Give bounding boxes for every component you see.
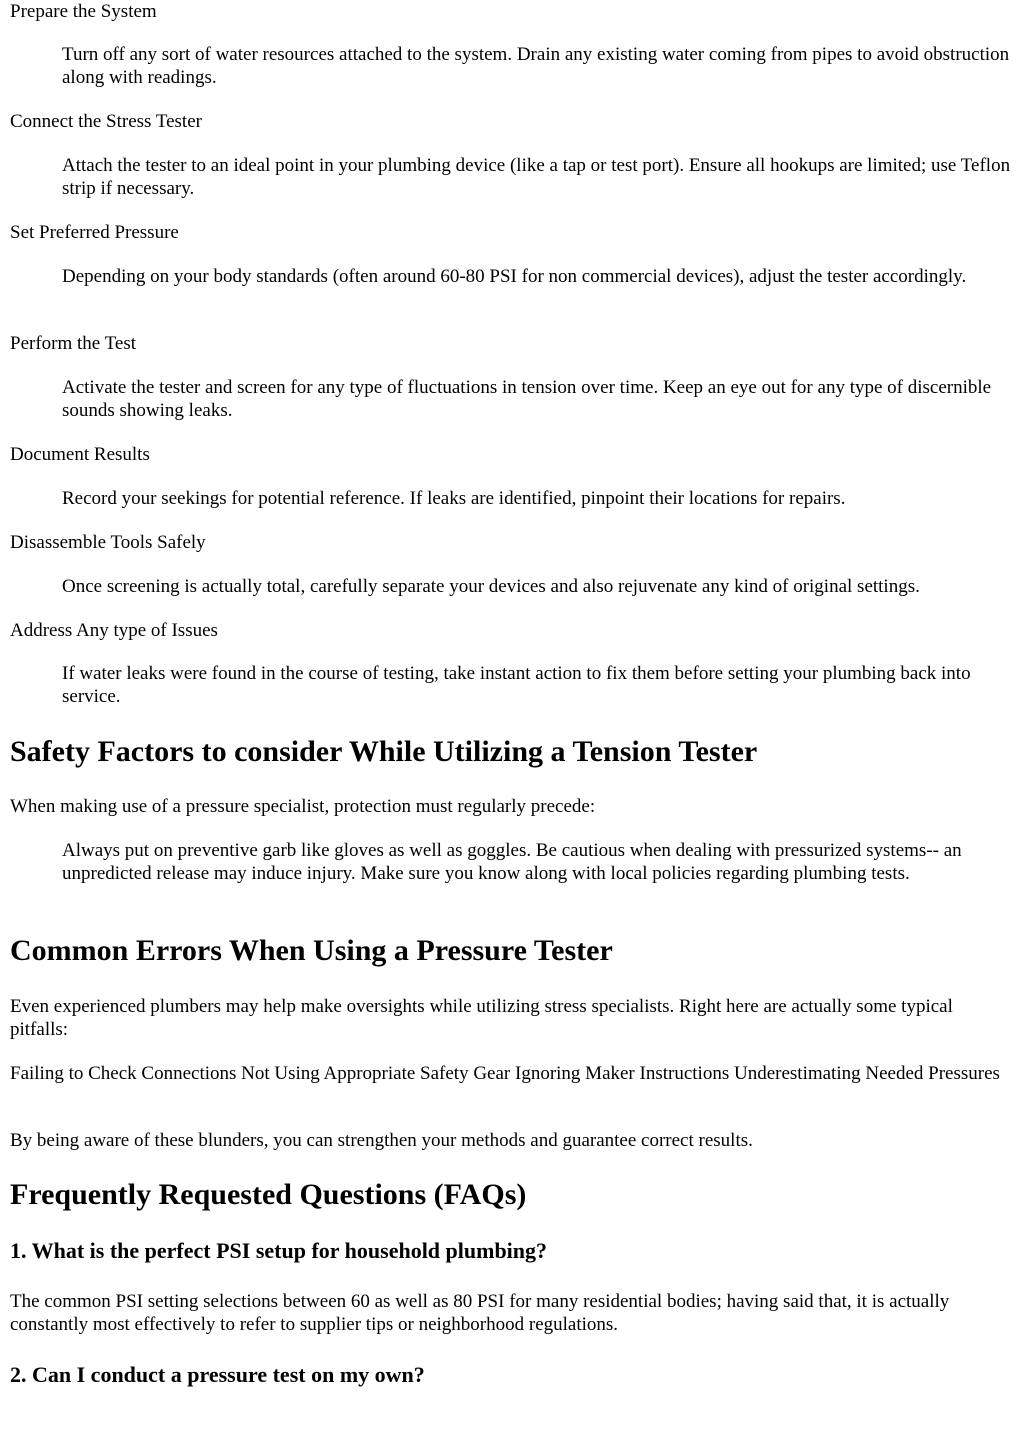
faq-question: 2. Can I conduct a pressure test on my own?: [10, 1362, 425, 1387]
step-term: Document Results: [10, 444, 150, 465]
step-description: Depending on your body standards (often around 60-80 PSI for non commercial devices), adjust the tester accordingly.: [62, 266, 967, 287]
step-term: Connect the Stress Tester: [10, 111, 202, 132]
section-heading-safety: Safety Factors to consider While Utilizing a Tension Tester: [10, 735, 758, 768]
step-description: Activate the tester and screen for any type of fluctuations in tension over time. Keep an eye out for any type of discernible sounds showing leaks.: [62, 377, 992, 421]
step-term: Address Any type of Issues: [10, 620, 218, 641]
errors-outro: By being aware of these blunders, you can strengthen your methods and guarantee correct results.: [10, 1130, 753, 1151]
safety-description: Always put on preventive garb like gloves as well as goggles. Be cautious when dealing with pressurized systems-- an unpredicted release may induce injury. Make sure you know along with local policies regarding plumbing tests.: [62, 840, 962, 884]
section-heading-faq: Frequently Requested Questions (FAQs): [10, 1178, 527, 1211]
step-description: Turn off any sort of water resources attached to the system. Drain any existing water coming from pipes to avoid obstruction along with readings.: [62, 44, 1010, 88]
step-description: Once screening is actually total, carefully separate your devices and also rejuvenate any kind of original settings.: [62, 576, 920, 597]
step-term: Prepare the System: [10, 1, 157, 22]
step-description: Record your seekings for potential reference. If leaks are identified, pinpoint their locations for repairs.: [62, 488, 846, 509]
step-description: Attach the tester to an ideal point in your plumbing device (like a tap or test port). Ensure all hookups are limited; use Teflon strip if necessary.: [62, 155, 1011, 199]
safety-intro: When making use of a pressure specialist, protection must regularly precede:: [10, 796, 596, 817]
step-description: If water leaks were found in the course of testing, take instant action to fix them before setting your plumbing back into service.: [62, 663, 971, 707]
faq-answer: The common PSI setting selections between 60 as well as 80 PSI for many residential bodies; having said that, it is actually constantly most effectively to refer to supplier tips or neighborhood regulations.: [10, 1291, 950, 1335]
step-term: Perform the Test: [10, 333, 137, 354]
step-term: Set Preferred Pressure: [10, 222, 179, 243]
section-heading-errors: Common Errors When Using a Pressure Tester: [10, 934, 613, 967]
faq-question: 1. What is the perfect PSI setup for household plumbing?: [10, 1238, 548, 1263]
step-term: Disassemble Tools Safely: [10, 532, 206, 553]
errors-intro: Even experienced plumbers may help make oversights while utilizing stress specialists. Right here are actually some typical pitfalls:: [10, 996, 953, 1040]
errors-list: Failing to Check Connections Not Using Appropriate Safety Gear Ignoring Maker Instructions Underestimating Needed Pressures: [10, 1063, 1000, 1084]
